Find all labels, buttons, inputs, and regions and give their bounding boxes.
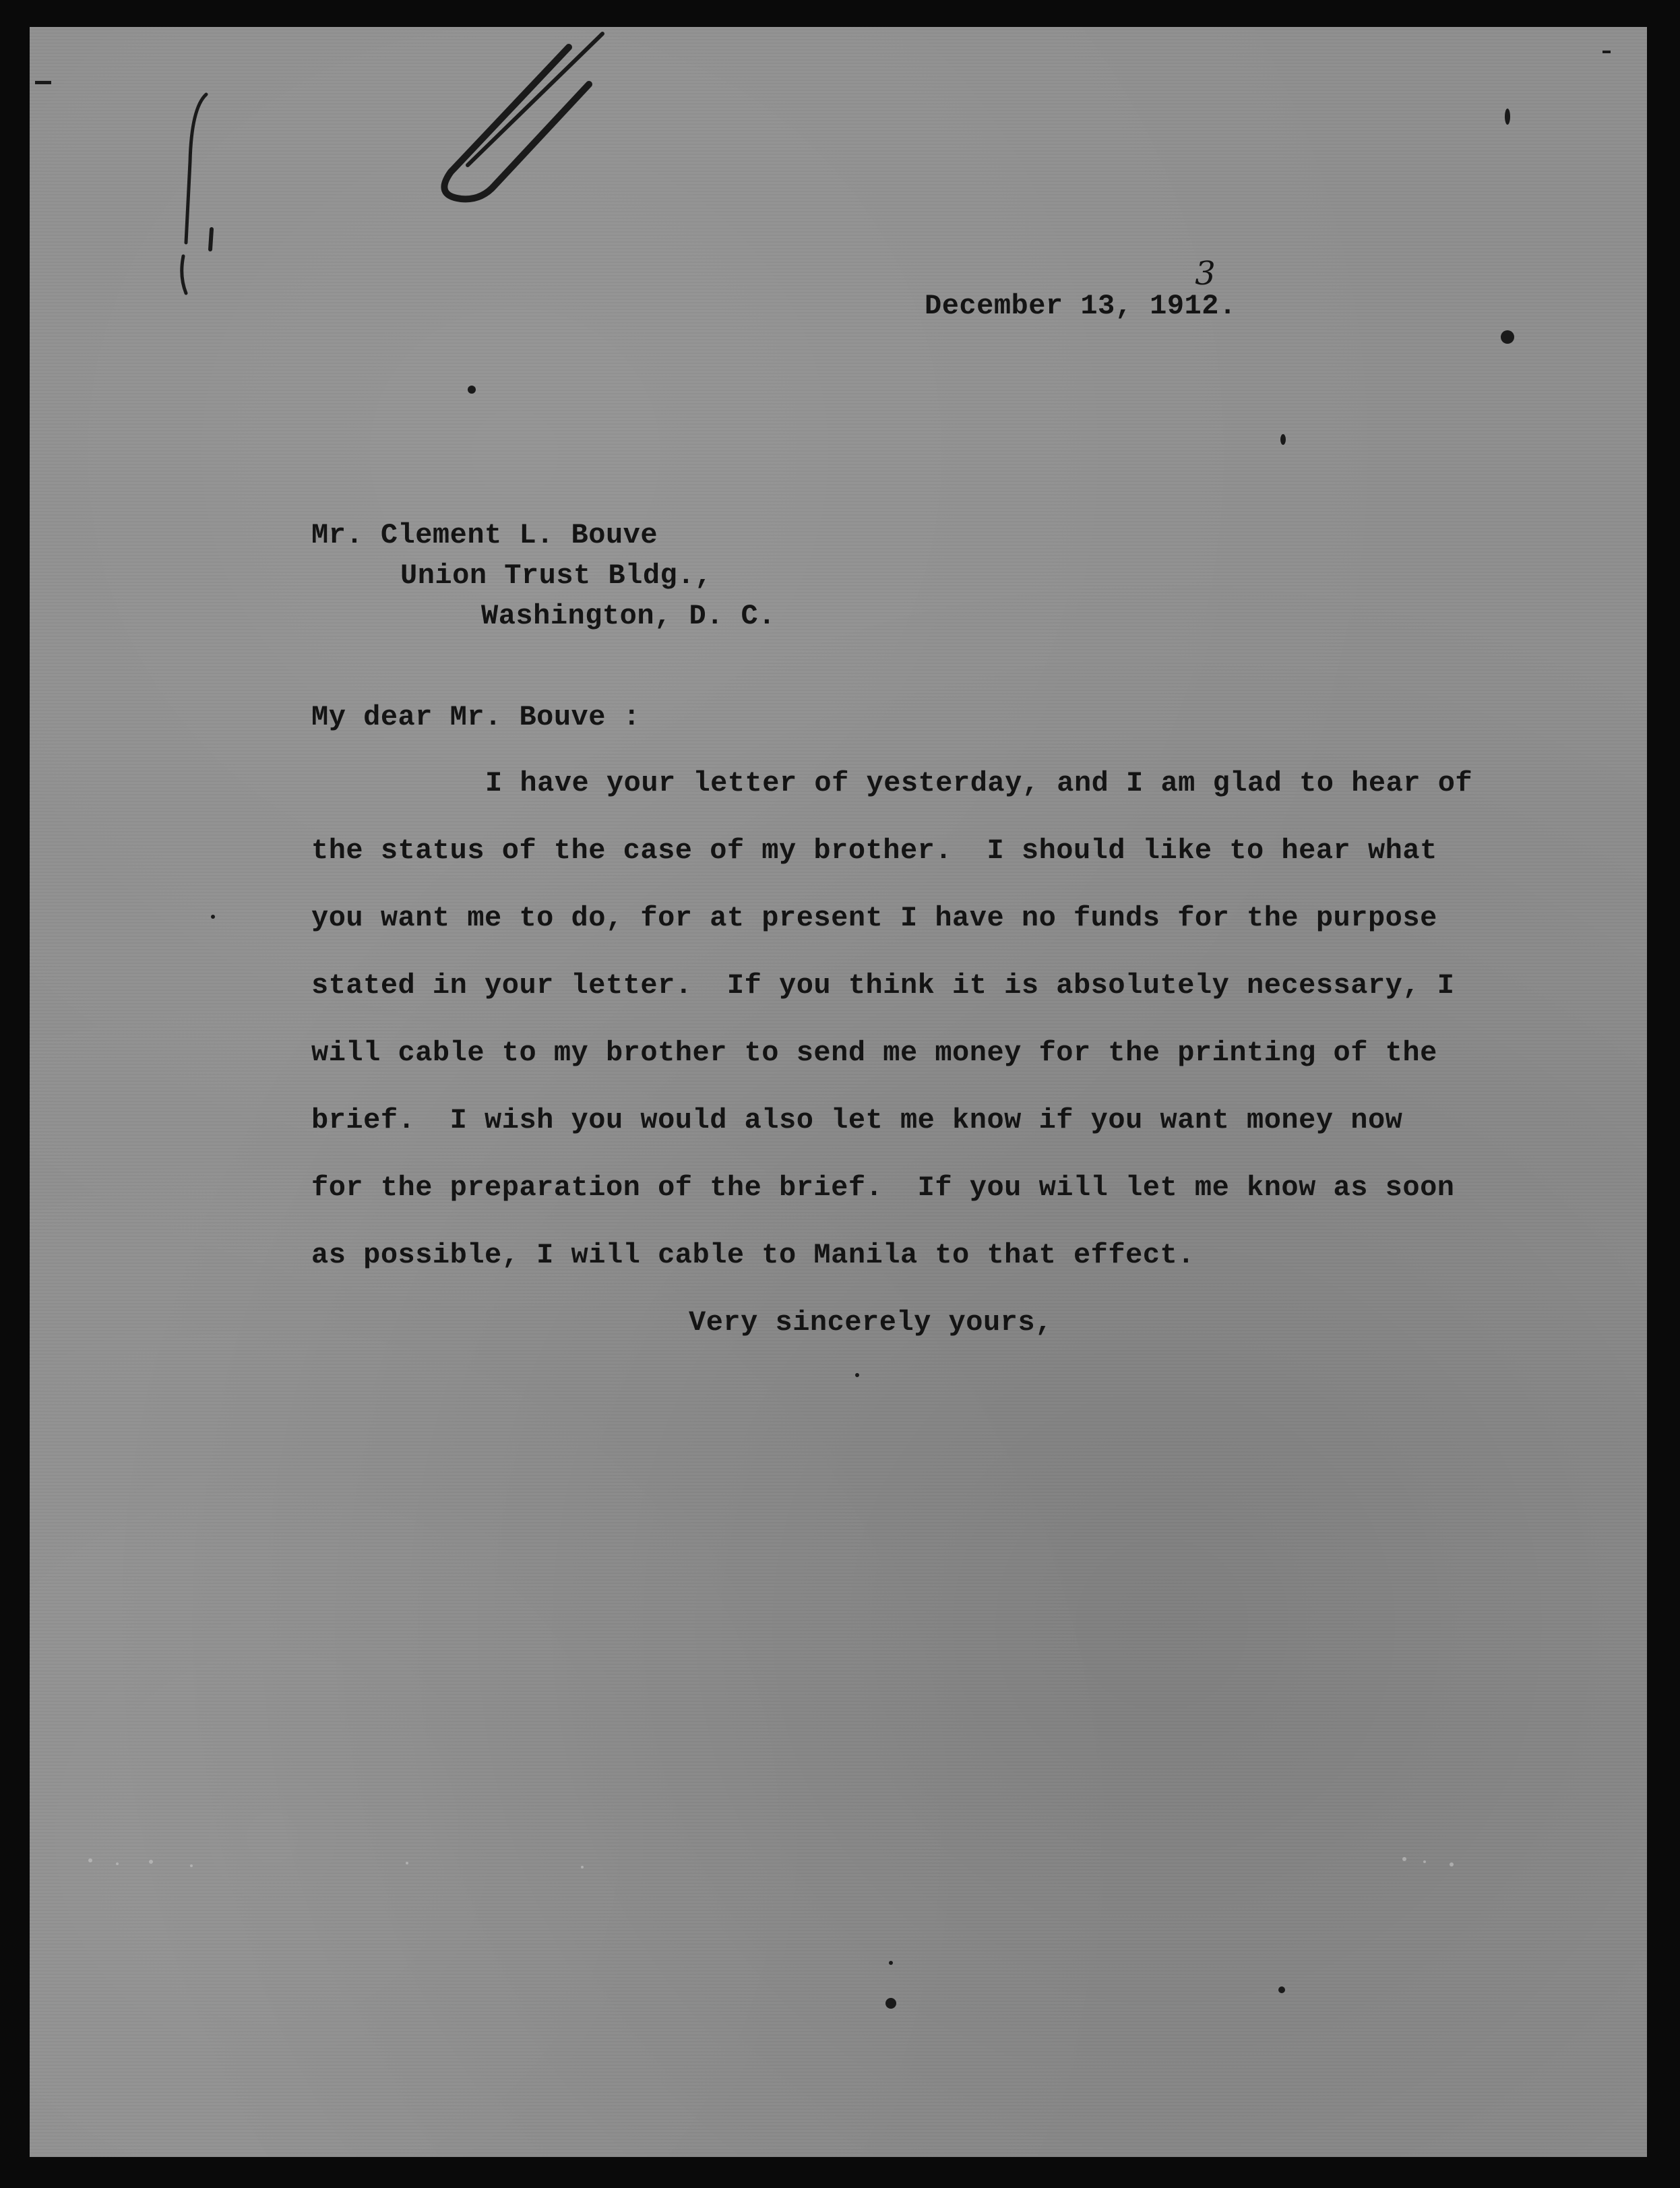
paper-marks (30, 27, 1647, 2157)
salutation: My dear Mr. Bouve : (311, 701, 641, 733)
body-line: the status of the case of my brother. I should like to hear what (311, 834, 1437, 867)
body-line: as possible, I will cable to Manila to that effect. (311, 1239, 1195, 1271)
body-line: stated in your letter. If you think it is absolutely necessary, I (311, 969, 1455, 1002)
margin-bracket-mark (182, 94, 212, 293)
body-line: will cable to my brother to send me money for the printing of the (311, 1037, 1437, 1069)
recipient-address-line2: Washington, D. C. (481, 600, 776, 632)
paper-specks (35, 51, 1611, 2009)
paper-clip-mark (444, 34, 602, 199)
date-typed-digit: 2 (1202, 290, 1219, 322)
date-prefix: December 13, 191 (925, 290, 1202, 322)
body-line: I have your letter of yesterday, and I am glad to hear of (485, 767, 1473, 799)
letter-date (925, 255, 1237, 322)
paper-wear (88, 1857, 1454, 1868)
closing: Very sincerely yours, (689, 1306, 1053, 1339)
body-line: brief. I wish you would also let me know if you want money now (311, 1104, 1403, 1136)
body-line: for the preparation of the brief. If you will let me know as soon (311, 1172, 1455, 1204)
recipient-name: Mr. Clement L. Bouve (311, 519, 658, 551)
date-year-digit (1195, 255, 1219, 322)
body-line: you want me to do, for at present I have no funds for the purpose (311, 902, 1437, 934)
recipient-address-line1: Union Trust Bldg., (400, 559, 712, 592)
handwritten-correction: 3 (1195, 255, 1216, 293)
date-suffix: . (1218, 290, 1237, 322)
letter-page (30, 27, 1647, 2157)
